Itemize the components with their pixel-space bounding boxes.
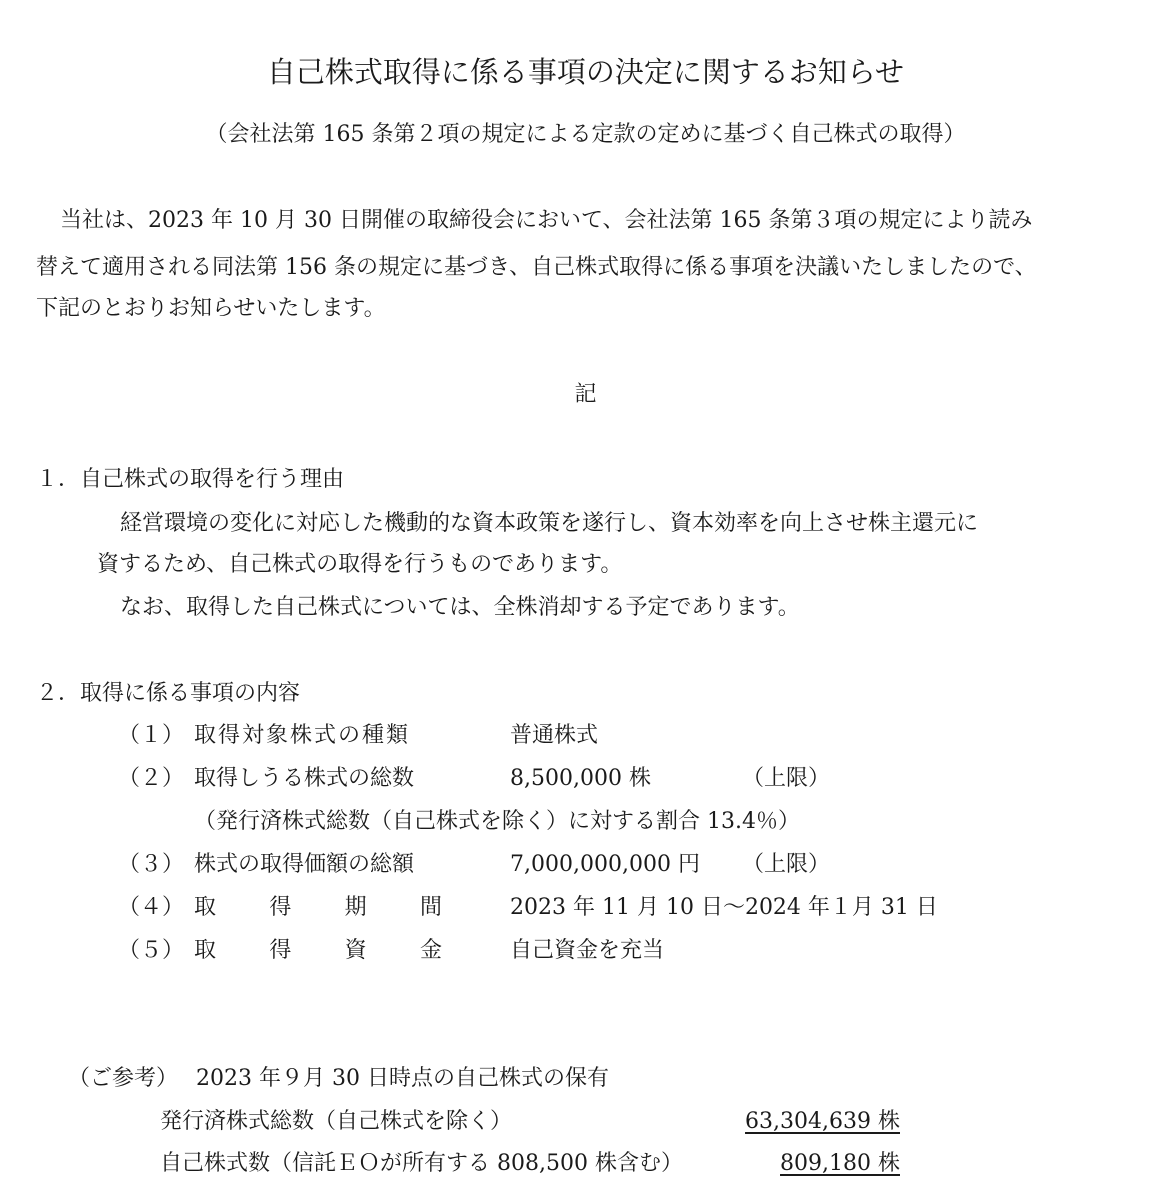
reference-heading: 2023 年９月 30 日時点の自己株式の保有 [196, 1066, 609, 1091]
section2-heading: ２．取得に係る事項の内容 [36, 681, 301, 706]
intro-line-2: 替えて適用される同法第 156 条の規定に基づき、自己株式取得に係る事項を決議いたしましたので、 [36, 255, 1037, 280]
reference-row-2-value: 809,180 株 [780, 1151, 900, 1176]
section1-line-3: なお、取得した自己株式については、全株消却する予定であります。 [120, 595, 800, 620]
item-2-label: 取得しうる株式の総数 [194, 766, 415, 791]
document-title: 自己株式取得に係る事項の決定に関するお知らせ [266, 55, 905, 89]
item-5-label [194, 937, 442, 965]
intro-line-3: 下記のとおりお知らせいたします。 [36, 296, 386, 321]
item-4-label [194, 894, 442, 922]
item-2-number: （２） [118, 766, 185, 791]
reference-label: （ご参考） [68, 1066, 179, 1091]
label-char: 取 [194, 895, 217, 920]
label-char: 金 [419, 938, 442, 963]
label-char: 間 [419, 895, 442, 920]
item-5-number: （５） [118, 938, 185, 963]
reference-row-1-value: 63,304,639 株 [745, 1109, 900, 1134]
ki-marker: 記 [574, 382, 597, 407]
item-2-value: 8,500,000 株 [510, 766, 651, 791]
reference-row-2-label: 自己株式数（信託ＥＯが所有する 808,500 株含む） [160, 1151, 683, 1176]
item-4-value: 2023 年 11 月 10 日～2024 年１月 31 日 [510, 895, 938, 920]
item-2-ratio-note: （発行済株式総数（自己株式を除く）に対する割合 13.4％） [194, 809, 800, 834]
section1-line-1: 経営環境の変化に対応した機動的な資本政策を遂行し、資本効率を向上させ株主還元に [120, 511, 979, 536]
item-5-value: 自己資金を充当 [510, 938, 665, 963]
item-3-number: （３） [118, 852, 185, 877]
item-1-value: 普通株式 [510, 723, 599, 748]
item-3-value: 7,000,000,000 円 [510, 852, 700, 877]
item-3-label: 株式の取得価額の総額 [194, 852, 415, 877]
item-2-note: （上限） [742, 766, 831, 791]
label-char: 得 [269, 895, 292, 920]
label-char: 期 [344, 895, 367, 920]
item-1-number: （１） [118, 723, 185, 748]
label-char: 得 [269, 938, 292, 963]
intro-line-1: 当社は、2023 年 10 月 30 日開催の取締役会において、会社法第 165 条第３項の規定により読み [60, 208, 1033, 233]
item-3-note: （上限） [742, 852, 831, 877]
label-char: 取 [194, 938, 217, 963]
section1-heading: １．自己株式の取得を行う理由 [36, 467, 345, 492]
document-subtitle: （会社法第 165 条第２項の規定による定款の定めに基づく自己株式の取得） [205, 122, 966, 147]
reference-row-1-label: 発行済株式総数（自己株式を除く） [160, 1109, 513, 1134]
item-4-number: （４） [118, 895, 185, 920]
label-char: 資 [344, 938, 367, 963]
section1-line-2: 資するため、自己株式の取得を行うものであります。 [97, 552, 623, 577]
item-1-label: 取得対象株式の種類 [194, 723, 411, 748]
